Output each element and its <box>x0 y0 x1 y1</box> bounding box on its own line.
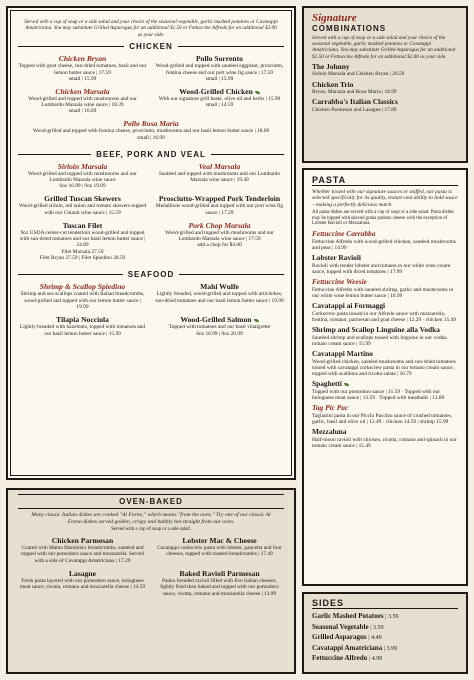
menu-item[interactable] <box>155 87 284 115</box>
item-desc: Topped with tomatoes and our basil vinaigrette <box>168 324 271 331</box>
entree-panel <box>6 6 296 480</box>
item-name: Cavatappi ai Formaggi <box>312 301 386 310</box>
menu-item[interactable] <box>155 569 284 597</box>
divider <box>18 274 123 275</box>
item-name: Tuscan Filet <box>62 220 103 230</box>
menu-item[interactable] <box>312 428 458 449</box>
menu-item[interactable] <box>18 87 147 115</box>
menu-item[interactable] <box>312 302 458 323</box>
menu-item[interactable] <box>18 282 147 310</box>
menu-item[interactable] <box>312 278 458 299</box>
item-desc: Fettuccine Alfredo with wood-grilled chicken, sautéed mushrooms and peas | 14.99 <box>312 238 456 251</box>
side-item[interactable]: Seasonal Vegetable | 3.59 <box>312 622 384 631</box>
oven-baked-panel <box>6 488 296 674</box>
entree-intro: Served with a cup of soup or a side salad and your choice of the seasonal vegetable, garlic mashed potatoes or Cavatappi Amatriciana. You may substitute Grilled Asparagus for an additional $1.50 or Fettuccine Alfredo for an additional $2.00 as your side. <box>24 19 278 38</box>
item-price: small | 15.99 <box>68 75 97 82</box>
divider <box>179 274 284 275</box>
item-name: Lasagne <box>68 569 96 579</box>
item-name: Pollo Rosa Maria <box>123 119 179 129</box>
menu-item[interactable] <box>312 254 458 275</box>
item-extra: Filet Marsala 27.59 <box>61 248 104 255</box>
leaf-icon <box>344 383 349 386</box>
item-desc: With our signature grill baste, olive oil and herbs | 15.99 <box>158 95 281 102</box>
item-name: Mahi Wulfe <box>200 282 239 292</box>
oven-blurb: Many classic Italian dishes are cooked "Al Forno," which means "from the oven." Try one of our classic Al Forno dishes served golden, crispy and bubbly hot straight from our oven. <box>31 512 271 525</box>
oven-header: OVEN-BAKED <box>18 494 284 509</box>
item-desc: Fettuccine Alfredo with sautéed shrimp, garlic and mushrooms in our white wine lemon butter sauce | 16.99 <box>312 286 454 299</box>
item-desc: Sirloin Marsala and Chicken Bryan | 20.59 <box>312 71 405 78</box>
item-name: Tag Pic Pac <box>312 403 349 413</box>
menu-item[interactable] <box>155 221 284 261</box>
menu-item[interactable] <box>18 54 147 82</box>
item-extra: add a chop for $4.00 <box>197 242 242 249</box>
item-name: Chicken Parmesan <box>51 536 114 546</box>
item-price: small | 14.59 <box>205 102 234 109</box>
item-name: Lobster Ravioli <box>312 253 361 262</box>
item-desc: Wood-grilled and topped with fontina cheese, prosciutto, mushrooms and our basil lemon butter sauce | 18.69 <box>32 128 270 135</box>
item-desc: Panko breaded ravioli filled with five Italian cheeses, lightly fried then baked and topped with our pomodoro sauce, ricotta, romano and mozzarella cheese | 13.99 <box>160 578 279 597</box>
item-desc: Lightly breaded, wood-grilled and topped with artichokes, sun-dried tomatoes and our basil lemon butter sauce | 19.99 <box>155 291 284 304</box>
side-item[interactable]: Garlic Mashed Potatoes | 3.59 <box>312 612 399 620</box>
item-name: Wood-Grilled Chicken <box>155 87 284 96</box>
item-desc: Sautéed shrimp and scallops tossed with linguine in our vodka tomato cream sauce | 15.99 <box>312 334 447 347</box>
item-name: Sirloin Marsala <box>57 161 108 171</box>
item-name: Shrimp and Scallop Linguine alla Vodka <box>312 325 440 334</box>
beef-items <box>18 162 284 267</box>
item-name: Chicken Marsala <box>55 86 110 96</box>
item-desc: Lightly breaded with hazelnuts, topped with tomatoes and our basil lemon butter sauce | 15.99 <box>19 324 146 337</box>
oven-items <box>18 536 284 602</box>
item-name: Lobster Mac & Cheese <box>182 536 257 546</box>
menu-item[interactable] <box>155 282 284 310</box>
divider <box>18 46 124 47</box>
menu-item[interactable] <box>312 326 458 347</box>
item-desc: Half-moon ravioli with chicken, ricotta, romano and spinach in our tomato cream sauce | 15.49 <box>312 436 457 449</box>
menu-item[interactable] <box>312 81 458 96</box>
item-desc: Sautéed and topped with mushrooms and our Lombardo Marsala wine sauce | 19.49 <box>158 170 281 183</box>
item-name: Mezzaluna <box>312 427 347 437</box>
chicken-items <box>18 54 284 145</box>
chicken-header: CHICKEN <box>18 42 284 51</box>
leaf-icon <box>255 91 260 94</box>
menu-item[interactable] <box>18 119 284 140</box>
item-name: Chicken Trio <box>312 79 354 89</box>
menu-item[interactable] <box>155 536 284 564</box>
item-price: small | 16.99 <box>137 134 165 141</box>
menu-item[interactable] <box>18 162 147 190</box>
combos-header: COMBINATIONS <box>312 24 387 33</box>
item-desc: 9oz USDA center-cut tenderloin wood-grilled and topped with sun-dried tomatoes and our basil lemon butter sauce | 24.89 <box>19 229 146 249</box>
item-name: Wood-Grilled Salmon <box>155 315 284 324</box>
side-item[interactable]: Fettuccine Alfredo | 4.99 <box>312 654 383 663</box>
pasta-note: All pasta dishes are served with a cup of soup or a side salad. Pasta dishes may be topped with shaved grana padano cheese with the exception of Lobster Ravioli or Mezzaluna. <box>312 210 455 227</box>
item-desc: Ravioli with tender lobster and romano in our white wine cream sauce, topped with diced tomatoes | 17.99 <box>312 262 451 275</box>
item-name: Tilapia Nocciola <box>56 315 109 325</box>
item-name: Chicken Bryan <box>58 54 107 64</box>
sides-header: SIDES <box>312 598 458 609</box>
item-name: Pork Chop Marsala <box>188 220 251 230</box>
oven-note: Served with a cup of soup or a side salad. <box>111 527 191 533</box>
seafood-header: SEAFOOD <box>18 270 284 279</box>
divider <box>178 46 284 47</box>
item-desc: Wood-grilled chicken, sautéed mushrooms and sun-dried tomatoes tossed with cavatappi corkscrew pasta in our tomato cream sauce, topped with scallions and ricotta salata | 16.79 <box>312 358 456 377</box>
menu-item[interactable] <box>312 98 458 113</box>
side-item[interactable]: Grilled Asparagus | 4.49 <box>312 633 382 642</box>
menu-item[interactable] <box>155 315 284 337</box>
item-name: Grilled Tuscan Skewers <box>44 194 121 204</box>
pasta-panel <box>302 168 468 586</box>
item-name: Pollo Sorrento <box>196 54 243 64</box>
menu-item[interactable] <box>312 230 458 251</box>
item-desc: Topped with our pomodoro sauce | 11.59 · Topped with our bolognese meat sauce | 13.59 · Topped with meatballs | 13.89 <box>312 388 445 401</box>
item-name: Baked Ravioli Parmesan <box>179 569 260 579</box>
menu-item[interactable] <box>312 380 458 401</box>
item-name: Spaghetti <box>312 380 458 389</box>
item-desc: Topped with goat cheese, sun-dried tomatoes, basil and our lemon butter sauce | 17.59 <box>18 63 147 76</box>
item-desc: Corkscrew pasta tossed in our Alfredo sauce with mozzarella, fontina, romano, parmesan and goat cheese | 12.29 · chicken 15.49 <box>312 310 456 323</box>
item-extra: Filet Bryan 27.59 | Filet Spiedino 28.59 <box>39 255 126 262</box>
item-name: Fettuccine Weesie <box>312 277 367 286</box>
side-item[interactable]: Cavatappi Amatriciana | 3.99 <box>312 643 398 652</box>
menu-item[interactable] <box>18 221 147 261</box>
item-desc: Chicken Parmesan and Lasagne | 17.89 <box>312 107 397 113</box>
item-name: Fettuccine Carrabba <box>312 229 376 238</box>
divider <box>18 154 91 155</box>
menu-item[interactable] <box>312 63 458 78</box>
item-name: Veal Marsala <box>198 161 241 171</box>
beef-header: BEEF, PORK AND VEAL <box>18 150 284 159</box>
item-name: The Johnny <box>312 61 350 71</box>
item-desc: Wood-grilled and topped with mushrooms and our Lombardo Marsala wine sauce <box>28 170 137 183</box>
item-desc: Medallions wood-grilled and topped with our port wine fig sauce | 17.29 <box>155 203 284 216</box>
item-desc: Shrimp and sea scallops coated with Italian breadcrumbs, wood-grilled and topped with our lemon butter sauce | 19.99 <box>20 291 145 310</box>
item-desc: Coated with Mama Mandola's breadcrumbs, sautéed and topped with our pomodoro sauce and mozzarella. Served with a side of Cavatappi Amatriciana | 17.29 <box>21 545 144 564</box>
pasta-header: PASTA <box>312 175 458 186</box>
item-name: Carrabba's Italian Classics <box>312 97 398 107</box>
divider <box>211 154 284 155</box>
menu-item[interactable] <box>155 162 284 190</box>
menu-item[interactable] <box>312 350 458 377</box>
item-name: Cavatappi Martino <box>312 349 373 358</box>
sides-panel <box>302 592 468 674</box>
menu-item[interactable] <box>18 315 147 337</box>
item-name: Prosciutto-Wrapped Pork Tenderloin <box>158 194 281 204</box>
menu-item[interactable] <box>155 54 284 82</box>
item-desc: Wood-grilled sirloin, red onion and tomato skewers topped with our Chianti wine sauce | 15.59 <box>18 203 147 216</box>
menu-item[interactable] <box>312 404 458 425</box>
item-desc: Tagliarini pasta in our Picchi Pacchiu sauce of crushed tomatoes, garlic, basil and olive oil | 12.49 · chicken 14.59 | shrimp 15.99 <box>312 412 453 425</box>
leaf-icon <box>254 319 259 322</box>
item-desc: Bryan, Marsala and Rosa Maria | 18.99 <box>312 89 397 96</box>
menu-item[interactable] <box>18 194 147 216</box>
combinations-panel <box>302 6 468 163</box>
item-price: small | 15.99 <box>205 75 234 82</box>
item-desc: Wood-grilled and topped with mushrooms and our Lombardo Marsala wine sauce | 18.39 <box>28 95 137 109</box>
pasta-blurb: Whether tossed with our signature sauces or stuffed, our pasta is selected specifically for its quality, texture and ability to hold sauce – making a perfectly delicious match. <box>312 189 458 208</box>
menu-item[interactable] <box>18 569 147 597</box>
item-desc: Fresh pasta layered with our pomodoro sauce, bolognese meat sauce, ricotta, romano and mozzarella cheese | 14.59 <box>19 578 146 591</box>
item-desc: Wood-grilled and topped with sautéed eggplant, prosciutto, fontina cheese and our port wine fig sauce | 17.59 <box>155 63 284 76</box>
combos-blurb: Served with a cup of soup or a side salad and your choice of the seasonal vegetable, garlic mashed potatoes or Cavatappi Amatriciana. You may substitute Grilled Asparagus for an additional $1.50 or Fettuccine Alfredo for an additional $2.00 as your side. <box>312 35 456 60</box>
combos-header-script: Signature <box>312 12 357 24</box>
item-desc: Wood-grilled and topped with mushrooms and our Lombardo Marsala wine sauce | 17.59 <box>165 229 274 243</box>
seafood-items <box>18 282 284 341</box>
item-desc: Cavatappi corkscrew pasta with lobster, pancetta and four cheeses, topped with toasted breadcrumbs | 17.49 <box>157 545 282 558</box>
item-name: Shrimp & Scallop Spiedino <box>39 282 126 292</box>
item-price: 6oz 16.99 | 9oz 20.99 <box>196 330 243 337</box>
menu-item[interactable] <box>18 536 147 564</box>
item-price: small | 16.69 <box>68 108 97 115</box>
menu-item[interactable] <box>155 194 284 216</box>
item-price: 6oz 16.99 | 9oz 19.89 <box>59 183 106 190</box>
